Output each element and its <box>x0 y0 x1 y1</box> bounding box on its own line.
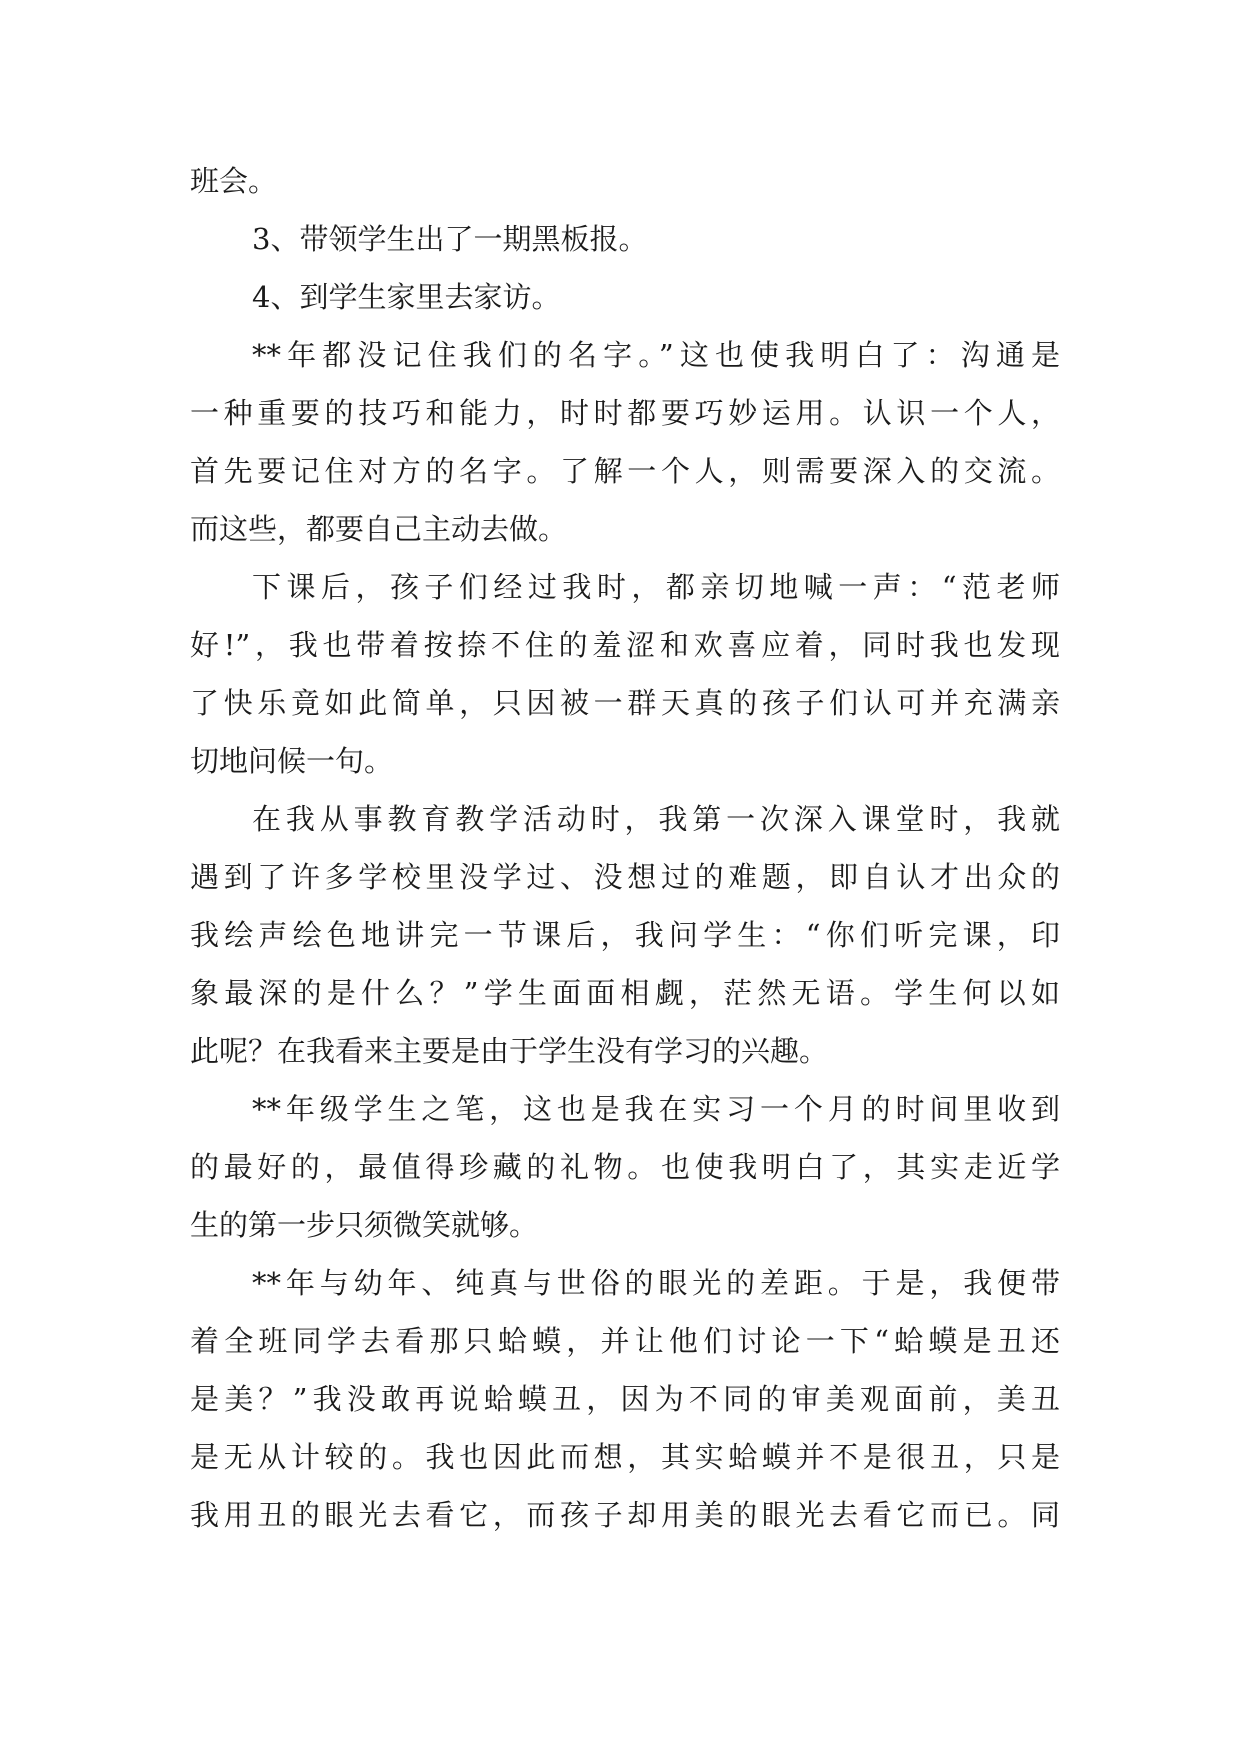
text-line: 在我从事教育教学活动时，我第一次深入课堂时，我就 <box>252 802 1060 836</box>
text-line: **年与幼年、纯真与世俗的眼光的差距。于是，我便带 <box>252 1266 1060 1300</box>
text-line: 3、带领学生出了一期黑板报。 <box>252 222 648 256</box>
text-line: 是无从计较的。我也因此而想，其实蛤蟆并不是很丑，只是 <box>190 1440 1060 1474</box>
text-line: 首先要记住对方的名字。了解一个人，则需要深入的交流。 <box>190 454 1060 488</box>
text-line: 而这些，都要自己主动去做。 <box>190 512 568 546</box>
text-line: 我绘声绘色地讲完一节课后，我问学生：“你们听完课，印 <box>190 918 1060 952</box>
text-line: 了快乐竟如此简单，只因被一群天真的孩子们认可并充满亲 <box>190 686 1060 720</box>
text-line: 4、到学生家里去家访。 <box>252 280 561 314</box>
text-line: **年都没记住我们的名字。”这也使我明白了：沟通是 <box>252 338 1060 372</box>
text-line: 此呢？在我看来主要是由于学生没有学习的兴趣。 <box>190 1034 829 1068</box>
text-line: 是美？”我没敢再说蛤蟆丑，因为不同的审美观面前，美丑 <box>190 1382 1060 1416</box>
text-line: 下课后，孩子们经过我时，都亲切地喊一声：“范老师 <box>252 570 1060 604</box>
text-line: 象最深的是什么？”学生面面相觑，茫然无语。学生何以如 <box>190 976 1060 1010</box>
text-line: 的最好的，最值得珍藏的礼物。也使我明白了，其实走近学 <box>190 1150 1060 1184</box>
text-line: **年级学生之笔，这也是我在实习一个月的时间里收到 <box>252 1092 1060 1126</box>
text-line: 遇到了许多学校里没学过、没想过的难题，即自认才出众的 <box>190 860 1060 894</box>
document-body <box>190 152 1060 1544</box>
text-line: 我用丑的眼光去看它，而孩子却用美的眼光去看它而已。同 <box>190 1498 1060 1532</box>
text-line: 着全班同学去看那只蛤蟆，并让他们讨论一下“蛤蟆是丑还 <box>190 1324 1060 1358</box>
text-line: 好!”，我也带着按捺不住的羞涩和欢喜应着，同时我也发现 <box>190 628 1060 662</box>
text-line: 生的第一步只须微笑就够。 <box>190 1208 539 1242</box>
text-line: 一种重要的技巧和能力，时时都要巧妙运用。认识一个人， <box>190 396 1060 430</box>
text-line: 班会。 <box>190 164 278 198</box>
text-line: 切地问候一句。 <box>190 744 394 778</box>
